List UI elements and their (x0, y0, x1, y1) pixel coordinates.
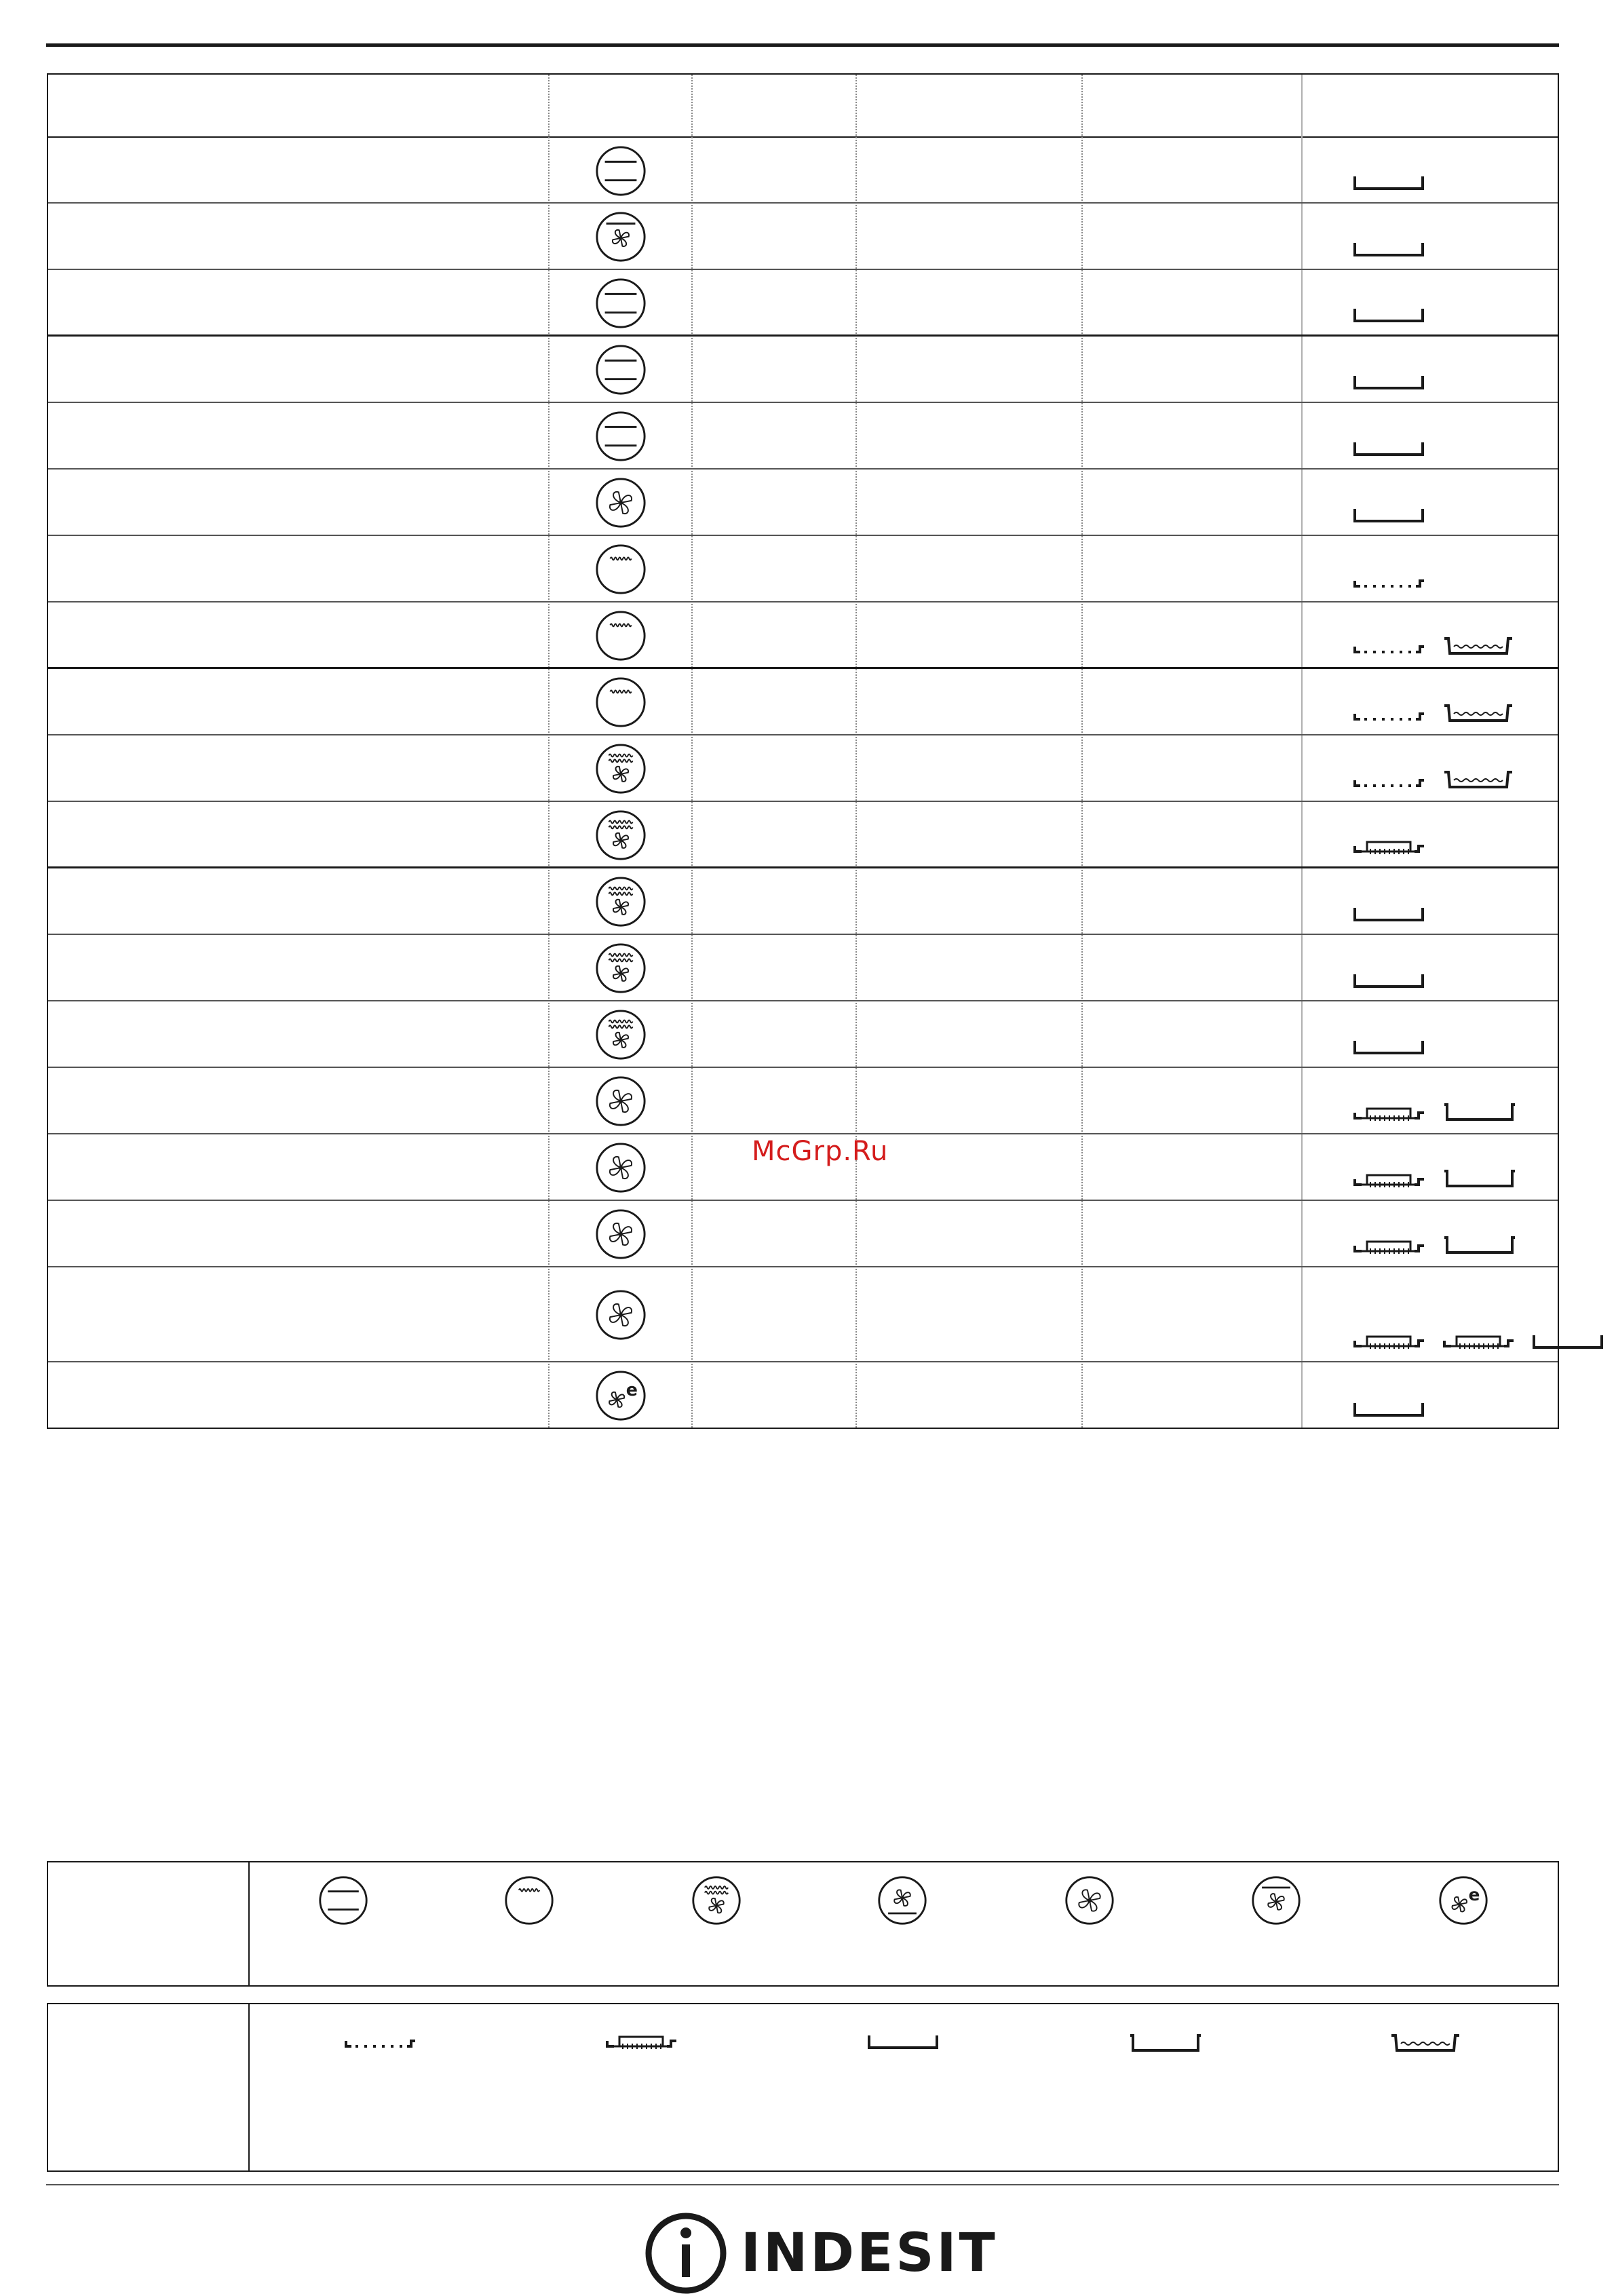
forced-air-icon (1064, 1875, 1115, 1926)
legend-accessory-item (604, 2031, 678, 2052)
function-cell (594, 676, 647, 729)
drip-tray-icon (1352, 505, 1425, 525)
baking-rack-icon (1442, 1331, 1515, 1352)
accessories-cell (1352, 1037, 1425, 1057)
accessories-cell (1352, 1399, 1425, 1419)
fan-underline-icon (877, 1875, 928, 1926)
accessories-cell (1352, 571, 1425, 592)
function-cell (594, 942, 647, 995)
accessories-cell (1352, 970, 1425, 991)
eco-forced-air-icon (1438, 1875, 1489, 1926)
legend-function-item (318, 1875, 369, 1926)
baking-tray-icon (1442, 1233, 1518, 1257)
top-bottom-heat-icon (594, 410, 647, 463)
wire-shelf-icon (1352, 637, 1425, 657)
bottom-rule (46, 2184, 1559, 2185)
drip-tray-icon (1352, 372, 1425, 392)
drip-tray-icon (1352, 305, 1425, 325)
legend-function-item (877, 1875, 928, 1926)
drip-tray-icon (1531, 1331, 1604, 1352)
function-cell (594, 809, 647, 862)
forced-air-icon (594, 1075, 647, 1128)
turbo-grill-icon (594, 742, 647, 795)
grill-pan-icon (1442, 634, 1515, 657)
accessories-cell (1352, 438, 1425, 459)
function-cell (594, 210, 647, 263)
top-bottom-heat-icon (594, 343, 647, 396)
forced-air-icon (594, 476, 647, 529)
drip-tray-icon (1352, 970, 1425, 991)
legend-function-item (1250, 1875, 1302, 1926)
baking-rack-icon (1352, 1170, 1425, 1190)
grill-icon (594, 676, 647, 729)
drip-tray-icon (866, 2031, 940, 2052)
drip-tray-icon (1352, 239, 1425, 259)
legend-function-item (1438, 1875, 1489, 1926)
accessories-cell (1352, 305, 1425, 325)
function-cell (594, 1075, 647, 1128)
drip-tray-icon (1352, 904, 1425, 924)
grill-icon (594, 543, 647, 596)
turbo-grill-icon (691, 1875, 742, 1926)
grill-pan-icon (1389, 2031, 1462, 2054)
turbo-grill-icon (594, 1008, 647, 1061)
legend-divider (248, 2004, 250, 2170)
table-row (48, 1201, 1558, 1267)
accessories-cell (1352, 702, 1515, 725)
accessories-cell (1352, 837, 1425, 857)
accessories-cell (1352, 172, 1425, 193)
function-cell (594, 875, 647, 928)
legend-function-item (503, 1875, 555, 1926)
watermark: McGrp.Ru (752, 1136, 889, 1167)
function-cell (594, 609, 647, 662)
drip-tray-icon (1352, 172, 1425, 193)
brand-name: INDESIT (741, 2223, 998, 2284)
accessories-cell (1352, 1233, 1518, 1257)
accessories-cell (1352, 239, 1425, 259)
function-cell (594, 1208, 647, 1261)
function-legend (47, 1861, 1559, 1987)
turbo-grill-icon (594, 942, 647, 995)
table-header (48, 75, 1558, 138)
table-row (48, 602, 1558, 669)
table-row (48, 735, 1558, 802)
top-bottom-heat-icon (594, 145, 647, 197)
legend-divider (248, 1862, 250, 1985)
function-cell (594, 1008, 647, 1061)
table-row (48, 403, 1558, 470)
grill-icon (594, 609, 647, 662)
turbo-grill-icon (594, 875, 647, 928)
forced-air-icon (594, 1288, 647, 1341)
function-cell (594, 1369, 647, 1422)
grill-icon (503, 1875, 555, 1926)
function-cell (594, 1288, 647, 1341)
table-row (48, 270, 1558, 337)
forced-air-icon (594, 1141, 647, 1194)
table-row (48, 935, 1558, 1001)
legend-accessory-item (866, 2031, 940, 2052)
accessories-cell (1352, 1331, 1604, 1352)
accessories-cell (1352, 1101, 1518, 1124)
wire-shelf-icon (1352, 771, 1425, 791)
top-bottom-heat-icon (318, 1875, 369, 1926)
wire-shelf-icon (343, 2031, 417, 2052)
forced-air-underline-icon (594, 210, 647, 263)
function-cell (594, 145, 647, 197)
legend-accessory-item (1389, 2031, 1462, 2054)
legend-accessory-item (1128, 2031, 1204, 2054)
drip-tray-icon (1352, 438, 1425, 459)
function-cell (594, 277, 647, 330)
function-cell (594, 476, 647, 529)
accessories-cell (1352, 505, 1425, 525)
baking-rack-icon (1352, 1103, 1425, 1124)
baking-rack-icon (604, 2031, 678, 2052)
forced-air-underline-icon (1250, 1875, 1302, 1926)
brand-logo (643, 2211, 998, 2296)
svg-text:e: e (1468, 1885, 1480, 1905)
table-row (48, 138, 1558, 204)
accessory-legend (47, 2003, 1559, 2172)
function-cell (594, 742, 647, 795)
table-row (48, 1267, 1558, 1362)
table-row (48, 337, 1558, 403)
drip-tray-icon (1352, 1037, 1425, 1057)
table-row (48, 1362, 1558, 1429)
table-row (48, 868, 1558, 935)
table-row (48, 536, 1558, 602)
grill-pan-icon (1442, 768, 1515, 791)
accessories-cell (1352, 634, 1515, 657)
function-cell (594, 543, 647, 596)
accessories-cell (1352, 904, 1425, 924)
legend-accessory-item (343, 2031, 417, 2052)
forced-air-icon (594, 1208, 647, 1261)
legend-function-item (691, 1875, 742, 1926)
eco-forced-air-icon (594, 1369, 647, 1422)
function-cell (594, 410, 647, 463)
baking-rack-icon (1352, 837, 1425, 857)
top-rule (46, 43, 1559, 47)
legend-function-item (1064, 1875, 1115, 1926)
wire-shelf-icon (1352, 571, 1425, 592)
grill-pan-icon (1442, 702, 1515, 725)
table-row (48, 1068, 1558, 1134)
function-cell (594, 1141, 647, 1194)
svg-text:e: e (626, 1379, 638, 1400)
accessories-cell (1352, 1167, 1518, 1190)
baking-tray-icon (1128, 2031, 1204, 2054)
wire-shelf-icon (1352, 704, 1425, 725)
turbo-grill-icon (594, 809, 647, 862)
table-row (48, 669, 1558, 735)
baking-tray-icon (1442, 1101, 1518, 1124)
baking-rack-icon (1352, 1331, 1425, 1352)
baking-tray-icon (1442, 1167, 1518, 1190)
table-row (48, 204, 1558, 270)
cooking-table (47, 73, 1559, 1429)
function-cell (594, 343, 647, 396)
indesit-i-icon (643, 2211, 729, 2296)
baking-rack-icon (1352, 1236, 1425, 1257)
drip-tray-icon (1352, 1399, 1425, 1419)
accessories-cell (1352, 768, 1515, 791)
top-bottom-heat-icon (594, 277, 647, 330)
accessories-cell (1352, 372, 1425, 392)
table-row (48, 470, 1558, 536)
table-row (48, 802, 1558, 868)
table-row (48, 1001, 1558, 1068)
